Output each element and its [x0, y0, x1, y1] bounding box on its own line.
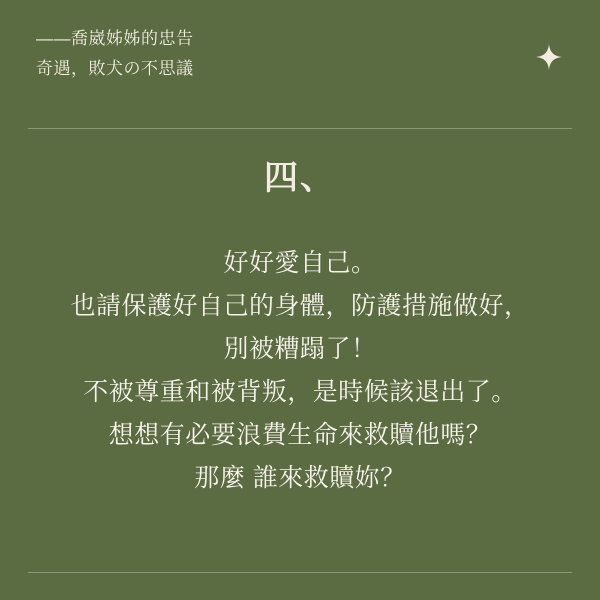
body-line: 那麼 誰來救贖妳？ — [194, 464, 406, 492]
body-text — [0, 242, 600, 500]
header-attribution — [36, 24, 194, 84]
card-header — [0, 0, 600, 128]
header-line-2: 奇遇，敗犬の不思議 — [36, 59, 194, 78]
body-line: 不被尊重和被背叛，是時候該退出了。 — [83, 378, 517, 406]
body-line: 想想有必要浪費生命來救贖他嗎？ — [108, 421, 492, 449]
body-line: 別被糟蹋了！ — [223, 335, 377, 363]
body-line: 也請保護好自己的身體，防護措施做好， — [70, 292, 530, 320]
sparkle-icon — [536, 44, 562, 70]
divider-bottom — [28, 572, 572, 573]
header-line-1: ——喬崴姊姊的忠告 — [36, 29, 194, 48]
body-line: 好好愛自己。 — [223, 249, 377, 277]
section-number: 四、 — [264, 159, 336, 197]
divider-top — [28, 128, 572, 129]
